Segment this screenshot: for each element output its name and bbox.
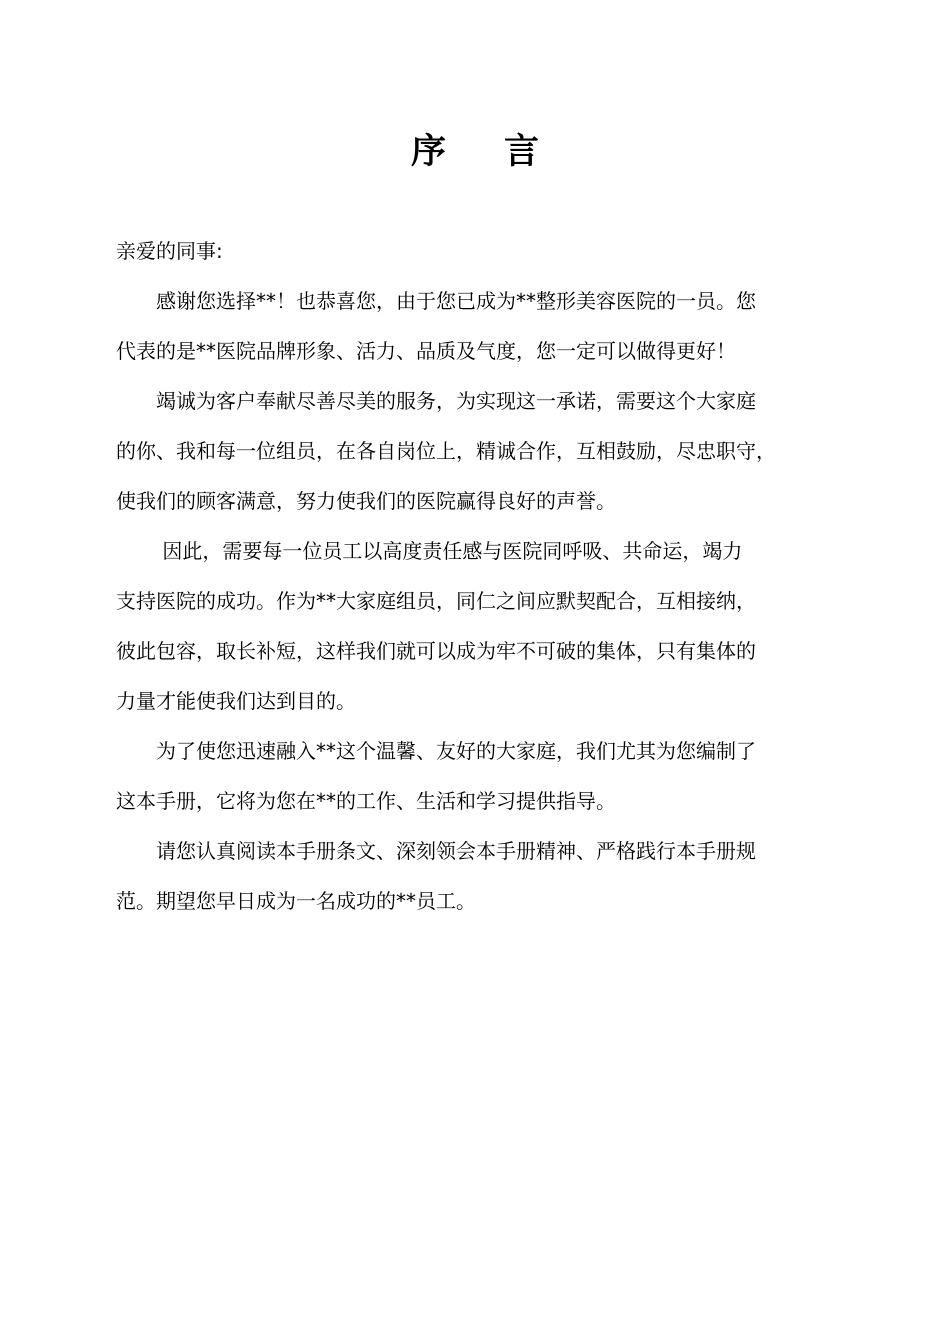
paragraph-line: 使我们的顾客满意，努力使我们的医院赢得良好的声誉。	[116, 489, 616, 513]
paragraph-line: 感谢您选择**！也恭喜您，由于您已成为**整形美容医院的一员。您	[116, 289, 756, 313]
paragraph-line: 范。期望您早日成为一名成功的**员工。	[116, 889, 476, 913]
paragraph-line: 力量才能使我们达到目的。	[116, 689, 356, 713]
paragraph-line: 彼此包容，取长补短，这样我们就可以成为牢不可破的集体，只有集体的	[116, 639, 756, 663]
paragraph-line: 为了使您迅速融入**这个温馨、友好的大家庭，我们尤其为您编制了	[116, 739, 756, 763]
greeting-line: 亲爱的同事:	[116, 239, 223, 263]
paragraph-line: 这本手册，它将为您在**的工作、生活和学习提供指导。	[116, 789, 616, 813]
paragraph-line: 因此，需要每一位员工以高度责任感与医院同呼吸、共命运，竭力	[116, 539, 743, 563]
document-title: 序言	[410, 132, 597, 172]
paragraph-line: 竭诚为客户奉献尽善尽美的服务，为实现这一承诺，需要这个大家庭	[116, 389, 756, 413]
paragraph-line: 的你、我和每一位组员，在各自岗位上，精诚合作，互相鼓励，尽忠职守，	[116, 439, 776, 463]
paragraph-line: 请您认真阅读本手册条文、深刻领会本手册精神、严格践行本手册规	[116, 839, 756, 863]
paragraph-line: 代表的是**医院品牌形象、活力、品质及气度，您一定可以做得更好！	[116, 339, 736, 363]
paragraph-line: 支持医院的成功。作为**大家庭组员，同仁之间应默契配合，互相接纳，	[116, 589, 756, 613]
